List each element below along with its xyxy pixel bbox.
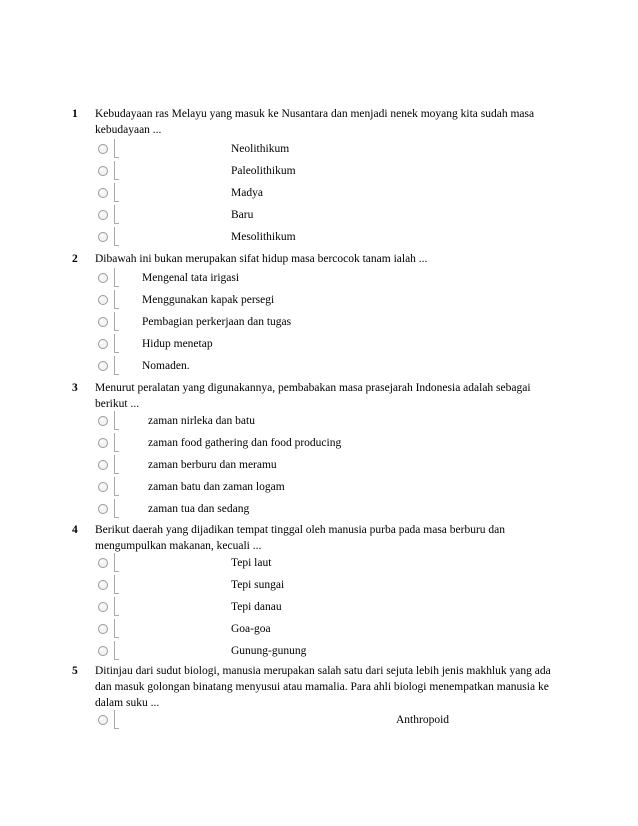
- option-label: zaman berburu dan meramu: [148, 459, 277, 471]
- option-label: Anthropoid: [396, 714, 450, 726]
- question-text: Dibawah ini bukan merupakan sifat hidup masa bercocok tanam ialah ...: [95, 253, 428, 265]
- option-bracket: [114, 477, 119, 496]
- option-bracket: [114, 268, 119, 287]
- option-row[interactable]: [0, 577, 638, 599]
- option-row[interactable]: [0, 314, 638, 336]
- radio-button[interactable]: [98, 715, 108, 725]
- radio-button[interactable]: [98, 460, 108, 470]
- option-bracket: [114, 433, 119, 452]
- option-row[interactable]: [0, 336, 638, 358]
- option-bracket: [114, 227, 119, 246]
- radio-button[interactable]: [98, 361, 108, 371]
- radio-button[interactable]: [98, 188, 108, 198]
- radio-button[interactable]: [98, 144, 108, 154]
- option-bracket: [114, 619, 119, 638]
- option-label: zaman tua dan sedang: [148, 503, 250, 515]
- question-number: 4: [72, 524, 78, 536]
- radio-button[interactable]: [98, 166, 108, 176]
- option-row[interactable]: [0, 270, 638, 292]
- option-label: Baru: [231, 209, 254, 221]
- option-bracket: [114, 641, 119, 660]
- radio-button[interactable]: [98, 210, 108, 220]
- option-bracket: [114, 205, 119, 224]
- option-row[interactable]: [0, 207, 638, 229]
- option-label: Hidup menetap: [142, 338, 213, 350]
- option-bracket: [114, 161, 119, 180]
- option-row[interactable]: [0, 185, 638, 207]
- option-row[interactable]: [0, 413, 638, 435]
- option-label: zaman nirleka dan batu: [148, 415, 255, 427]
- option-row[interactable]: [0, 457, 638, 479]
- option-label: Paleolithikum: [231, 165, 296, 177]
- option-row[interactable]: [0, 229, 638, 251]
- option-label: Goa-goa: [231, 623, 271, 635]
- option-label: Nomaden.: [142, 360, 190, 372]
- option-label: Madya: [231, 187, 263, 199]
- option-bracket: [114, 139, 119, 158]
- option-row[interactable]: [0, 643, 638, 665]
- radio-button[interactable]: [98, 416, 108, 426]
- option-label: Menggunakan kapak persegi: [142, 294, 275, 306]
- radio-button[interactable]: [98, 482, 108, 492]
- option-row[interactable]: [0, 599, 638, 621]
- option-bracket: [114, 455, 119, 474]
- option-label: Pembagian perkerjaan dan tugas: [142, 316, 292, 328]
- radio-button[interactable]: [98, 317, 108, 327]
- option-bracket: [114, 290, 119, 309]
- radio-button[interactable]: [98, 295, 108, 305]
- option-label: zaman food gathering dan food producing: [148, 437, 342, 449]
- radio-button[interactable]: [98, 504, 108, 514]
- question-number: 1: [72, 108, 78, 120]
- question-number: 5: [72, 665, 78, 677]
- option-row[interactable]: [0, 163, 638, 185]
- option-row[interactable]: [0, 358, 638, 380]
- option-row[interactable]: [0, 479, 638, 501]
- radio-button[interactable]: [98, 438, 108, 448]
- option-bracket: [114, 710, 119, 729]
- radio-button[interactable]: [98, 273, 108, 283]
- radio-button[interactable]: [98, 646, 108, 656]
- question-text: Berikut daerah yang dijadikan tempat tinggal oleh manusia purba pada masa berburu dan mengumpulkan makanan, kecuali ...: [95, 524, 506, 552]
- option-row[interactable]: [0, 141, 638, 163]
- option-label: Tepi danau: [231, 601, 282, 613]
- option-row[interactable]: [0, 621, 638, 643]
- radio-button[interactable]: [98, 624, 108, 634]
- option-label: Tepi laut: [231, 557, 272, 569]
- question-number: 2: [72, 253, 78, 265]
- option-bracket: [114, 334, 119, 353]
- option-row[interactable]: [0, 435, 638, 457]
- radio-button[interactable]: [98, 580, 108, 590]
- option-label: zaman batu dan zaman logam: [148, 481, 285, 493]
- option-bracket: [114, 597, 119, 616]
- radio-button[interactable]: [98, 602, 108, 612]
- option-label: Mengenal tata irigasi: [142, 272, 240, 284]
- radio-button[interactable]: [98, 558, 108, 568]
- question-text: Kebudayaan ras Melayu yang masuk ke Nusantara dan menjadi nenek moyang kita sudah masa kebudayaan ...: [95, 108, 535, 136]
- option-row[interactable]: [0, 555, 638, 577]
- option-row[interactable]: [0, 712, 638, 734]
- radio-button[interactable]: [98, 232, 108, 242]
- question-number: 3: [72, 382, 78, 394]
- question-text: Ditinjau dari sudut biologi, manusia merupakan salah satu dari sejuta lebih jenis makhluk yang ada dan masuk golongan binatang menyusui atau mamalia. Para ahli biologi menempatkan manusia ke dalam suku ...: [95, 665, 551, 709]
- option-bracket: [114, 499, 119, 518]
- option-bracket: [114, 312, 119, 331]
- option-bracket: [114, 575, 119, 594]
- option-label: Neolithikum: [231, 143, 290, 155]
- option-bracket: [114, 411, 119, 430]
- option-label: Gunung-gunung: [231, 645, 307, 657]
- option-row[interactable]: [0, 292, 638, 314]
- option-label: Mesolithikum: [231, 231, 296, 243]
- option-bracket: [114, 356, 119, 375]
- option-bracket: [114, 553, 119, 572]
- question-text: Menurut peralatan yang digunakannya, pembabakan masa prasejarah Indonesia adalah sebagai berikut ...: [95, 382, 531, 410]
- radio-button[interactable]: [98, 339, 108, 349]
- option-label: Tepi sungai: [231, 579, 285, 591]
- option-bracket: [114, 183, 119, 202]
- option-row[interactable]: [0, 501, 638, 523]
